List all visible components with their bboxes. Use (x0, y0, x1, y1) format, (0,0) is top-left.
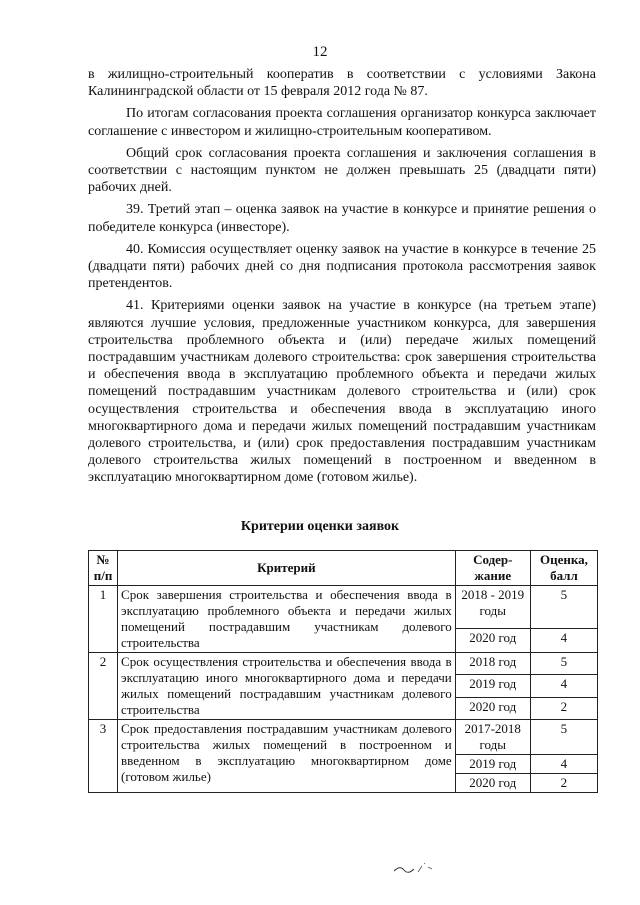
row-criterion: Срок предоставления пострадавшим участникам долевого строительства жилых помещений в построенном и введенном в эксплуатацию многоквартирном доме (готовом жилье) (118, 720, 456, 793)
option-score: 2 (530, 774, 597, 793)
option-content: 2019 год (455, 675, 530, 697)
row-num: 2 (89, 653, 118, 720)
paragraph: Общий срок согласования проекта соглашения и заключения соглашения в соответствии с настоящим пунктом не должен превышать 25 (двадцати пяти) рабочих дней. (88, 145, 596, 196)
option-content: 2019 год (455, 755, 530, 774)
option-content: 2017-2018 годы (455, 720, 530, 755)
option-content: 2020 год (455, 774, 530, 793)
paragraph: По итогам согласования проекта соглашения организатор конкурса заключает соглашение с инвестором и жилищно-строительным кооперативом. (88, 106, 596, 139)
row-criterion: Срок осуществления строительства и обеспечения ввода в эксплуатацию иного многоквартирного дома и передачи жилых помещений пострадавшим участникам долевого строительства (118, 653, 456, 720)
clause-40: 40. Комиссия осуществляет оценку заявок на участие в конкурсе в течение 25 (двадцати пяти) рабочих дней со дня подписания протокола рассмотрения заявок претендентов. (88, 241, 596, 292)
row-num: 3 (89, 720, 118, 793)
option-content: 2018 год (455, 653, 530, 675)
table-row (89, 720, 598, 755)
option-score: 5 (530, 720, 597, 755)
option-content: 2020 год (455, 629, 530, 653)
table-row (89, 586, 598, 629)
option-content: 2018 - 2019 годы (455, 586, 530, 629)
header-num: № п/п (89, 551, 118, 586)
option-score: 5 (530, 586, 597, 629)
row-num: 1 (89, 586, 118, 653)
table-title: Критерии оценки заявок (240, 519, 400, 534)
option-score: 5 (530, 653, 597, 675)
option-score: 4 (530, 755, 597, 774)
table-row (89, 653, 598, 675)
option-score: 4 (530, 629, 597, 653)
initials-mark (392, 857, 437, 877)
clause-39: 39. Третий этап – оценка заявок на участие в конкурсе и принятие решения о победителе конкурса (инвесторе). (88, 202, 596, 235)
paragraph-continuation: в жилищно-строительный кооператив в соответствии с условиями Закона Калининградской области от 15 февраля 2012 года № 87. (88, 67, 596, 100)
header-criterion: Критерий (118, 551, 456, 586)
clause-41: 41. Критериями оценки заявок на участие в конкурсе (на третьем этапе) являются лучшие условия, предложенные участником конкурса, для завершения строительства проблемного объекта и (или) передаче жилых помещений пострадавшим участникам долевого строительства: срок завершения строительства и обеспечения ввода в эксплуатацию проблемного объекта и передачи жилых помещений пострадавшим участникам долевого строительства и (или) срок осуществления строительства и обеспечения ввода в эксплуатацию иного многоквартирного дома и передачи жилых помещений пострадавшим участникам долевого строительства, и (или) срок предоставления пострадавшим участникам долевого строительства жилых помещений в построенном и введенном в эксплуатацию многоквартирном доме (готовом жилье). (88, 298, 596, 486)
option-score: 4 (530, 675, 597, 697)
header-score: Оценка, балл (530, 551, 597, 586)
header-content: Содер-жание (455, 551, 530, 586)
criteria-table (88, 550, 598, 793)
body-text (88, 66, 596, 492)
table-header-row (89, 551, 598, 586)
option-content: 2020 год (455, 697, 530, 719)
row-criterion: Срок завершения строительства и обеспечения ввода в эксплуатацию проблемного объекта и передачи жилых помещений пострадавшим участникам долевого строительства (118, 586, 456, 653)
option-score: 2 (530, 697, 597, 719)
page-number: 12 (312, 44, 328, 60)
